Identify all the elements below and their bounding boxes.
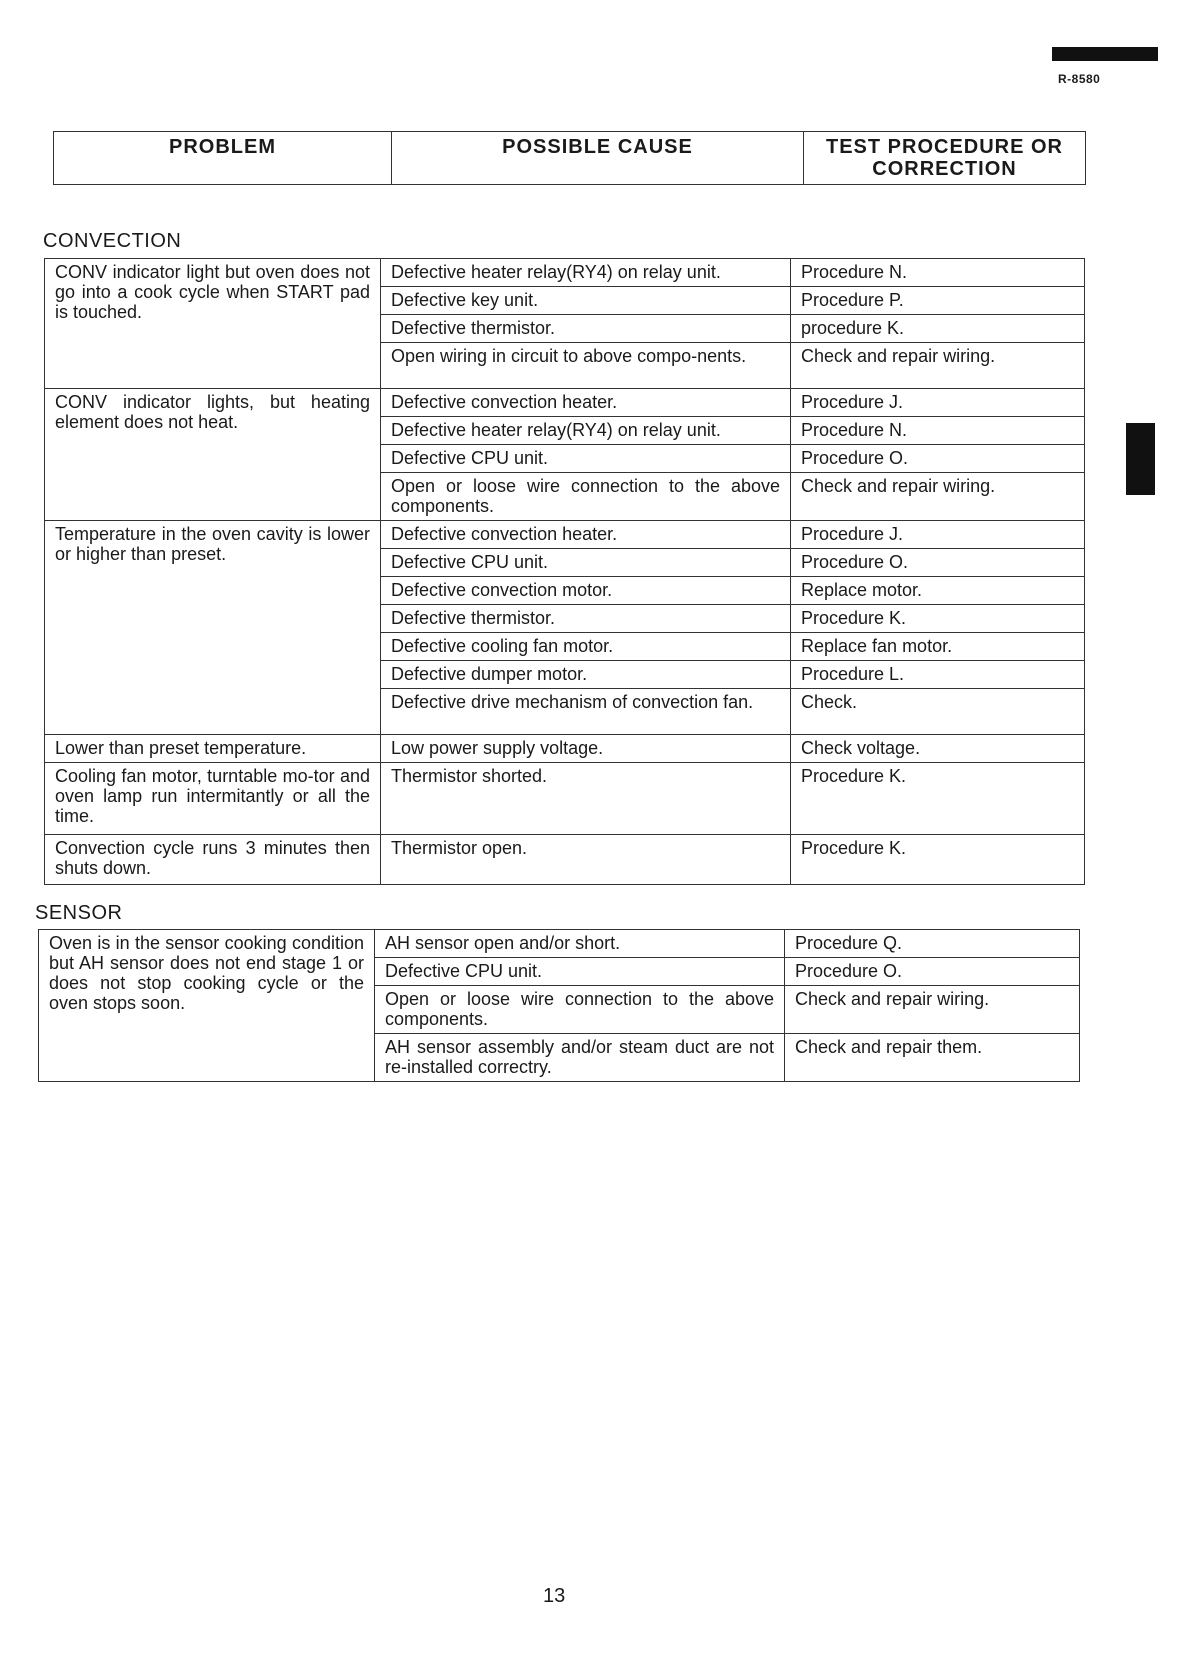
cause-cell: Open wiring in circuit to above compo-nents. [381, 343, 791, 389]
fix-cell: Procedure O. [791, 445, 1085, 473]
cause-cell: Defective cooling fan motor. [381, 633, 791, 661]
fix-cell: Procedure L. [791, 661, 1085, 689]
fix-cell: Procedure K. [791, 835, 1085, 885]
cause-cell: Thermistor open. [381, 835, 791, 885]
column-header-table [53, 131, 1086, 185]
column-header-possible-cause: POSSIBLE CAUSE [392, 132, 804, 185]
header-black-bar [1052, 47, 1158, 61]
fix-cell: Check voltage. [791, 735, 1085, 763]
fix-cell: Procedure J. [791, 389, 1085, 417]
cause-cell: Defective CPU unit. [375, 958, 785, 986]
fix-cell: Procedure Q. [785, 930, 1080, 958]
fix-cell: Replace motor. [791, 577, 1085, 605]
section-title-convection: CONVECTION [43, 230, 182, 252]
fix-cell: Procedure K. [791, 605, 1085, 633]
table-row [45, 735, 1085, 763]
problem-cell: Oven is in the sensor cooking condition but AH sensor does not end stage 1 or does not stop cooking cycle or the oven stops soon. [39, 930, 375, 1082]
fix-cell: Check and repair them. [785, 1034, 1080, 1082]
cause-cell: Defective convection heater. [381, 389, 791, 417]
fix-cell: Procedure N. [791, 259, 1085, 287]
cause-cell: Open or loose wire connection to the above components. [375, 986, 785, 1034]
column-header-test-procedure: TEST PROCEDURE OR CORRECTION [804, 132, 1086, 185]
table-row [45, 389, 1085, 417]
fix-cell: Check and repair wiring. [785, 986, 1080, 1034]
cause-cell: Low power supply voltage. [381, 735, 791, 763]
table-row [45, 763, 1085, 835]
cause-cell: Defective CPU unit. [381, 549, 791, 577]
cause-cell: Defective dumper motor. [381, 661, 791, 689]
cause-cell: Thermistor shorted. [381, 763, 791, 835]
sensor-table [38, 929, 1080, 1082]
cause-cell: Open or loose wire connection to the above components. [381, 473, 791, 521]
cause-cell: Defective CPU unit. [381, 445, 791, 473]
cause-cell: AH sensor open and/or short. [375, 930, 785, 958]
fix-cell: Check. [791, 689, 1085, 735]
cause-cell: Defective heater relay(RY4) on relay unit. [381, 417, 791, 445]
fix-cell: Procedure P. [791, 287, 1085, 315]
table-row [45, 835, 1085, 885]
problem-cell: Temperature in the oven cavity is lower or higher than preset. [45, 521, 381, 735]
document-code: R-8580 [1058, 72, 1101, 86]
fix-cell: procedure K. [791, 315, 1085, 343]
page-number: 13 [543, 1585, 566, 1607]
fix-cell: Check and repair wiring. [791, 473, 1085, 521]
section-title-sensor: SENSOR [35, 902, 123, 924]
fix-cell: Procedure N. [791, 417, 1085, 445]
cause-cell: AH sensor assembly and/or steam duct are not re-installed correctry. [375, 1034, 785, 1082]
fix-cell: Replace fan motor. [791, 633, 1085, 661]
table-row [45, 521, 1085, 549]
cause-cell: Defective key unit. [381, 287, 791, 315]
problem-cell: Convection cycle runs 3 minutes then shuts down. [45, 835, 381, 885]
fix-cell: Procedure J. [791, 521, 1085, 549]
cause-cell: Defective convection motor. [381, 577, 791, 605]
fix-cell: Procedure O. [791, 549, 1085, 577]
table-row [39, 930, 1080, 958]
fix-cell: Check and repair wiring. [791, 343, 1085, 389]
cause-cell: Defective thermistor. [381, 315, 791, 343]
convection-table [44, 258, 1085, 885]
fix-cell: Procedure K. [791, 763, 1085, 835]
column-header-problem: PROBLEM [54, 132, 392, 185]
cause-cell: Defective drive mechanism of convection fan. [381, 689, 791, 735]
problem-cell: Lower than preset temperature. [45, 735, 381, 763]
table-row [45, 259, 1085, 287]
section-index-tab [1126, 423, 1155, 495]
problem-cell: CONV indicator lights, but heating element does not heat. [45, 389, 381, 521]
cause-cell: Defective convection heater. [381, 521, 791, 549]
cause-cell: Defective heater relay(RY4) on relay unit. [381, 259, 791, 287]
problem-cell: Cooling fan motor, turntable mo-tor and oven lamp run intermitantly or all the time. [45, 763, 381, 835]
fix-cell: Procedure O. [785, 958, 1080, 986]
problem-cell: CONV indicator light but oven does not go into a cook cycle when START pad is touched. [45, 259, 381, 389]
cause-cell: Defective thermistor. [381, 605, 791, 633]
